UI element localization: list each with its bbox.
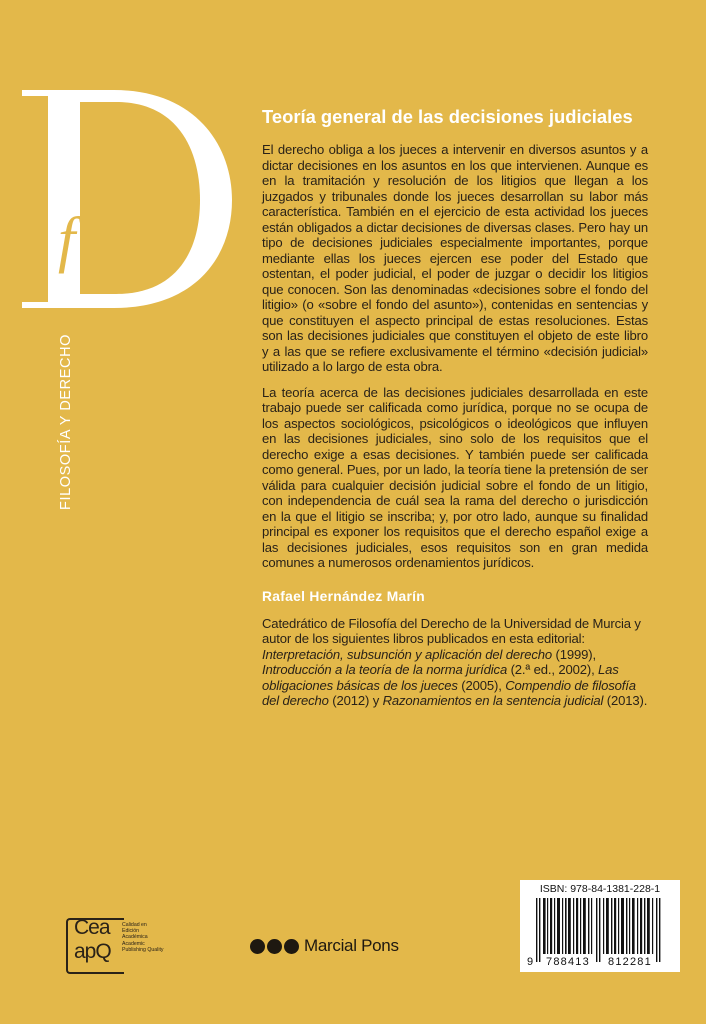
summary-paragraph-1: El derecho obliga a los jueces a intervenir en diversos asuntos y a dictar decisiones en los asuntos en los que intervienen. Aunque es en la tramitación y resolución de los litigios que llegan a los juzgados y tribunales donde los jueces desarrollan su labor más característica. También en el ejercicio de esta actividad los jueces están obligados a dictar decisiones de diversas clases. Pero hay un tipo de decisiones judiciales especialmente importantes, porque mediante ellas los jueces ejercen ese poder del Estado que ostentan, el poder judicial, el poder de juzgar o decidir los litigios que conocen. Son las denominadas «decisiones sobre el fondo del litigio» (o «sobre el fondo del asunto»), contenidas en sentencias y que constituyen el aspecto principal de estas resoluciones. Estas son las decisiones judiciales que constituyen el objeto de este libro y a las que se refiere exclusivamente el término «decisión judicial» utilizado a lo largo de esta obra. xyxy=(262,142,648,374)
quality-seal-line-1: Cea xyxy=(74,916,110,939)
isbn-label: ISBN: 978-84-1381-228-1 xyxy=(539,883,661,895)
publisher-name: Marcial Pons xyxy=(304,936,399,955)
three-dots-logo-icon xyxy=(250,939,299,954)
barcode-box xyxy=(520,880,680,972)
author-name: Rafael Hernández Marín xyxy=(262,588,426,604)
publisher-logo xyxy=(250,936,399,956)
summary-paragraph-2: La teoría acerca de las decisiones judiciales desarrollada en este trabajo puede ser calificada como jurídica, porque no se ocupa de los aspectos sociológicos, psicológicos o ideológicos que influyen en las decisiones judiciales, sino solo de los requisitos que el derecho exige a esas decisiones. Y también puede ser calificada como general. Pues, por un lado, la teoría tiene la pretensión de ser válida para cualquier decisión judicial sobre el fondo de un litigio, con independencia de cuál sea la rama del derecho o jurisdicción en la que el litigio se inscriba; y, por otro lado, aunque su finalidad principal es exponer los requisitos que el derecho español exige a las decisiones judiciales, esos requisitos son en gran medida comunes a numerosos ordenamientos jurídicos. xyxy=(262,384,648,570)
quality-seal-line-2: apQ xyxy=(74,940,111,963)
barcode-digits-right: 812281 xyxy=(608,956,652,968)
author-bio: Catedrático de Filosofía del Derecho de la Universidad de Murcia y autor de los siguientes libros publicados en esta editorial: Interpretación, subsunción y aplicación del derecho (1999), Introducción a la teoría de la norma jurídica (2.ª ed., 2002), Las obligaciones básicas de los jueces (2005), Compendio de filosofía del derecho (2012) y Razonamientos en la sentencia judicial (2013). xyxy=(262,615,648,708)
back-cover-text xyxy=(262,106,648,709)
quality-seal-logo xyxy=(74,916,124,964)
logo-letter-f: f xyxy=(58,206,76,274)
quality-seal-caption: Calidad en Edición Académica Academic Publishing Quality xyxy=(122,922,164,953)
series-title: FILOSOFÍA Y DERECHO xyxy=(58,333,74,510)
barcode-icon xyxy=(530,898,670,962)
series-logo xyxy=(18,88,238,310)
barcode-digits-left: 788413 xyxy=(546,956,590,968)
book-title: Teoría general de las decisiones judiciales xyxy=(262,106,633,127)
barcode-digit-first: 9 xyxy=(527,956,534,968)
